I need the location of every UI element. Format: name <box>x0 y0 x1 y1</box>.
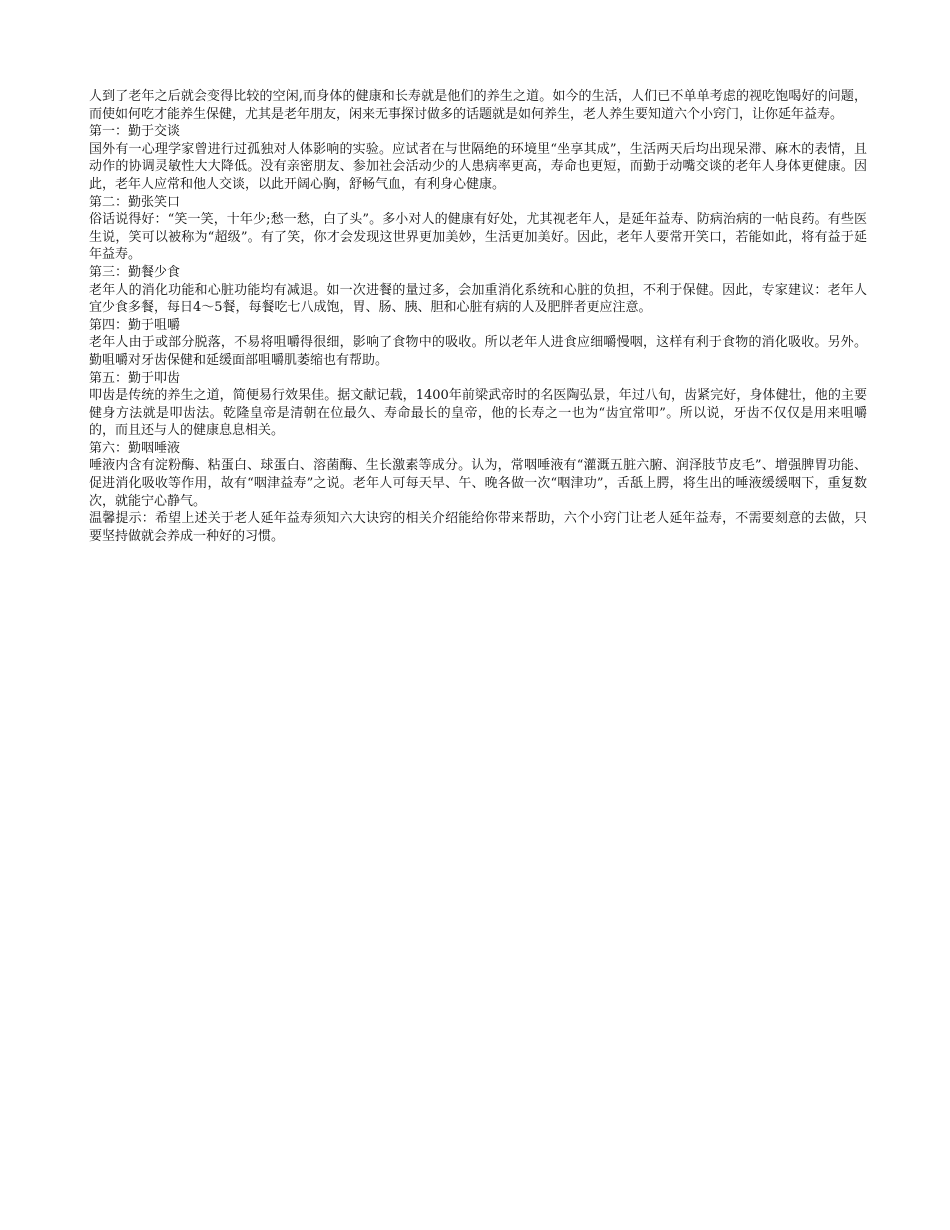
section-body-3: 老年人的消化功能和心脏功能均有减退。如一次进餐的量过多，会加重消化系统和心脏的负担，不利于保健。因此，专家建议：老年人宜少食多餐，每日4～5餐，每餐吃七八成饱，胃、肠、胰、胆和心脏有病的人及肥胖者更应注意。 <box>89 282 867 316</box>
section-body-1: 国外有一心理学家曾进行过孤独对人体影响的实验。应试者在与世隔绝的环境里“坐享其成”，生活两天后均出现呆滞、麻木的表情，且动作的协调灵敏性大大降低。没有亲密朋友、参加社会活动少的人患病率更高，寿命也更短，而勤于动嘴交谈的老年人身体更健康。因此，老年人应常和他人交谈，以此开阔心胸，舒畅气血，有利身心健康。 <box>89 141 867 192</box>
intro-paragraph: 人到了老年之后就会变得比较的空闲,而身体的健康和长寿就是他们的养生之道。如今的生活，人们已不单单考虑的视吃饱喝好的问题，而使如何吃才能养生保健，尤其是老年朋友，闲来无事探讨做多的话题就是如何养生，老人养生要知道六个小窍门，让你延年益寿。 <box>89 89 867 122</box>
section-heading-3: 第三：勤餐少食 <box>89 264 181 280</box>
section-body-5: 叩齿是传统的养生之道，简便易行效果佳。据文献记载，1400年前梁武帝时的名医陶弘景，年过八旬，齿紧完好，身体健壮，他的主要健身方法就是叩齿法。乾隆皇帝是清朝在位最久、寿命最长的皇帝，他的长寿之一也为“齿宜常叩”。所以说，牙齿不仅仅是用来咀嚼的，而且还与人的健康息息相关。 <box>89 388 867 439</box>
section-heading-5: 第五：勤于叩齿 <box>89 370 181 386</box>
tip-paragraph: 温馨提示：希望上述关于老人延年益寿须知六大诀窍的相关介绍能给你带来帮助，六个小窍门让老人延年益寿，不需要刻意的去做，只要坚持做就会养成一种好的习惯。 <box>89 511 867 544</box>
section-body-6: 唾液内含有淀粉酶、粘蛋白、球蛋白、溶菌酶、生长激素等成分。认为，常咽唾液有“灌溉五脏六腑、润泽肢节皮毛”、增强脾胃功能、促进消化吸收等作用，故有“咽津益寿”之说。老年人可每天早、午、晚各做一次“咽津功”，舌舐上腭，将生出的唾液缓缓咽下，重复数次，就能宁心静气。 <box>89 458 867 509</box>
section-heading-6: 第六：勤咽唾液 <box>89 440 181 456</box>
section-body-4: 老年人由于或部分脱落，不易将咀嚼得很细，影响了食物中的吸收。所以老年人进食应细嚼慢咽，这样有利于食物的消化吸收。另外。勤咀嚼对牙齿保健和延缓面部咀嚼肌萎缩也有帮助。 <box>89 335 867 368</box>
section-heading-4: 第四：勤于咀嚼 <box>89 317 181 333</box>
section-body-2: 俗话说得好：“笑一笑，十年少;愁一愁，白了头”。多小对人的健康有好处，尤其视老年人，是延年益寿、防病治病的一帖良药。有些医生说，笑可以被称为“超级”。有了笑，你才会发现这世界更加美妙，生活更加美好。因此，老年人要常开笑口，若能如此，将有益于延年益寿。 <box>89 212 867 263</box>
section-heading-2: 第二：勤张笑口 <box>89 194 181 210</box>
article-body <box>89 88 867 545</box>
section-heading-1: 第一：勤于交谈 <box>89 124 181 140</box>
